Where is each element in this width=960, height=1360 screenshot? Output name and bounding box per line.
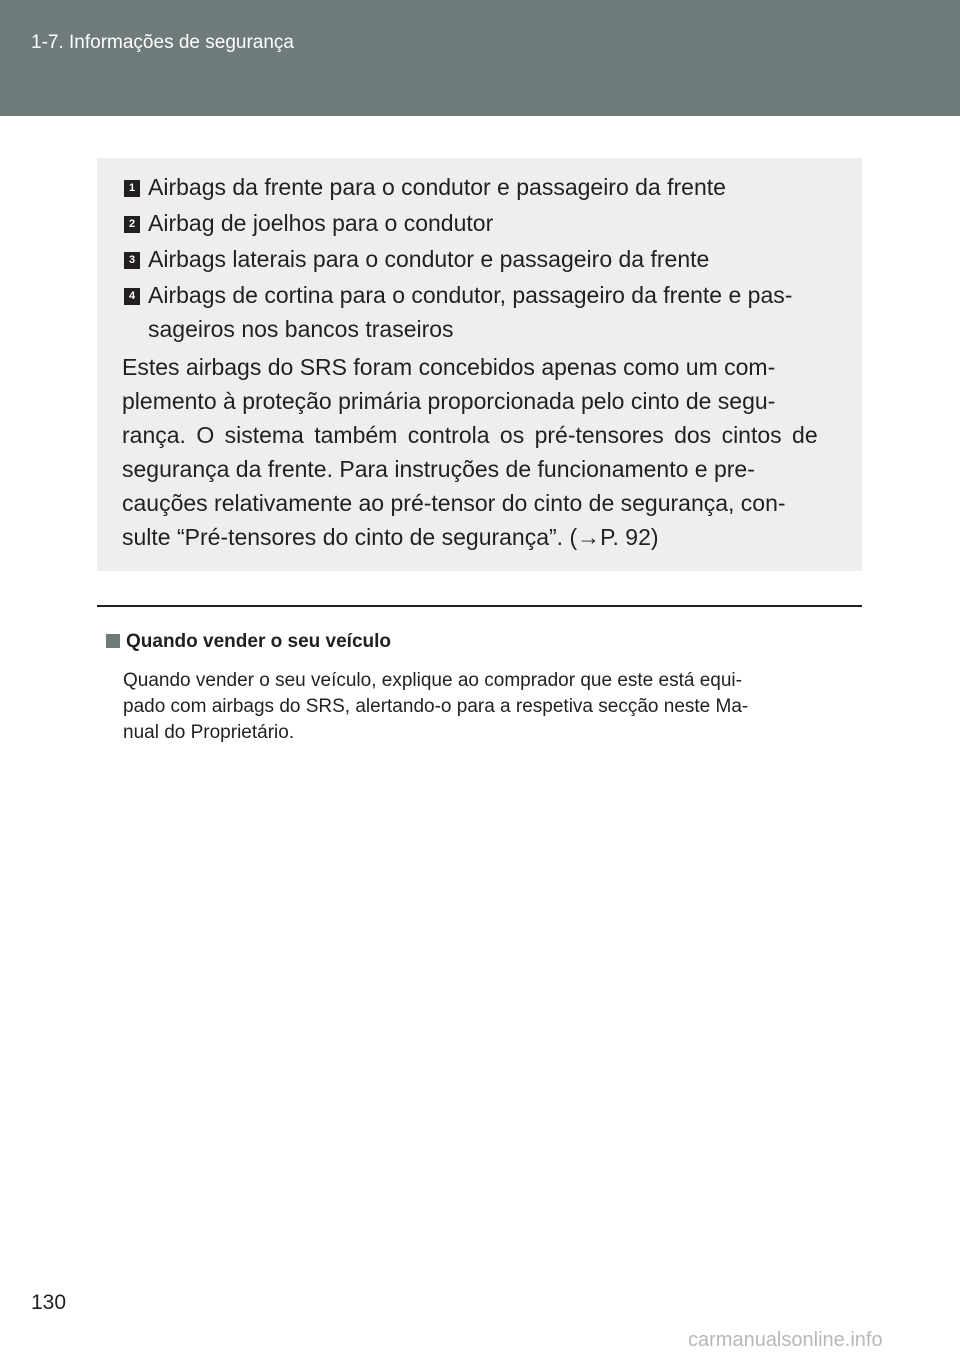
item-number-badge: 4 bbox=[124, 288, 140, 305]
page-header bbox=[0, 0, 960, 116]
section-divider bbox=[97, 605, 862, 607]
paragraph-line: sulte “Pré-tensores do cinto de segurança”. (→P. 92) bbox=[122, 524, 659, 550]
item-number-badge: 3 bbox=[124, 252, 140, 269]
section-heading bbox=[106, 631, 391, 653]
paragraph-line: plemento à proteção primária proporcionada pelo cinto de segu- bbox=[122, 388, 776, 414]
square-bullet-icon bbox=[106, 634, 120, 648]
item-number-badge: 1 bbox=[124, 180, 140, 197]
paragraph-line: rança. O sistema também controla os pré-tensores dos cintos de bbox=[122, 422, 818, 448]
item-number-badge: 2 bbox=[124, 216, 140, 233]
airbag-item-3: Airbags laterais para o condutor e passageiro da frente bbox=[148, 246, 710, 272]
section-body-line: nual do Proprietário. bbox=[123, 722, 295, 743]
section-body-line: Quando vender o seu veículo, explique ao comprador que este está equi- bbox=[123, 670, 742, 691]
airbag-item-1: Airbags da frente para o condutor e passageiro da frente bbox=[148, 174, 726, 200]
paragraph-line: segurança da frente. Para instruções de funcionamento e pre- bbox=[122, 456, 755, 482]
airbag-item-4: Airbags de cortina para o condutor, passageiro da frente e pas- bbox=[148, 282, 793, 308]
page-number: 130 bbox=[31, 1291, 67, 1314]
watermark: carmanualsonline.info bbox=[688, 1329, 883, 1351]
section-body-line: pado com airbags do SRS, alertando-o para a respetiva secção neste Ma- bbox=[123, 696, 749, 717]
airbag-info-panel bbox=[97, 158, 862, 571]
section-heading-text: Quando vender o seu veículo bbox=[126, 631, 392, 652]
paragraph-line: cauções relativamente ao pré-tensor do cinto de segurança, con- bbox=[122, 490, 786, 516]
section-title: 1-7. Informações de segurança bbox=[31, 32, 294, 53]
airbag-item-2: Airbag de joelhos para o condutor bbox=[148, 210, 494, 236]
airbag-item-4-continued: sageiros nos bancos traseiros bbox=[148, 316, 454, 342]
paragraph-line: Estes airbags do SRS foram concebidos apenas como um com- bbox=[122, 354, 776, 380]
